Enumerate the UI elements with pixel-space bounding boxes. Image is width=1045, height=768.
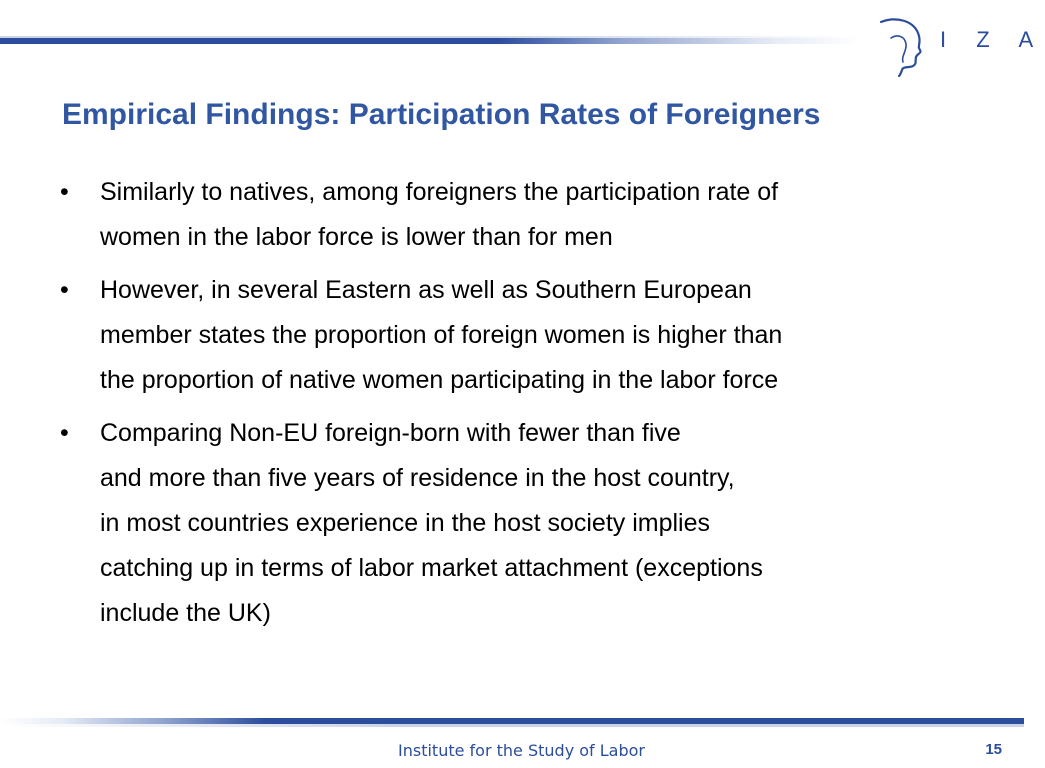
bullet-line: and more than five years of residence in the host country, xyxy=(100,464,735,492)
bullet-marker: • xyxy=(60,419,69,447)
bullet-line: However, in several Eastern as well as Southern European xyxy=(100,276,752,304)
bullet-marker: • xyxy=(60,178,69,206)
bullet-line: in most countries experience in the host society implies xyxy=(100,509,711,537)
header-divider-bar xyxy=(0,36,860,46)
logo-wordmark: I Z A xyxy=(940,27,1045,52)
page-number: 15 xyxy=(985,741,1002,758)
bullet-line: women in the labor force is lower than for men xyxy=(100,223,613,251)
slide-title: Empirical Findings: Participation Rates of Foreigners xyxy=(62,98,821,131)
bullet-item xyxy=(60,268,980,403)
footer-institute-name: Institute for the Study of Labor xyxy=(398,741,645,760)
bullet-line: Comparing Non-EU foreign-born with fewer than five xyxy=(100,419,681,447)
bullet-marker: • xyxy=(60,276,69,304)
bullet-line: catching up in terms of labor market attachment (exceptions xyxy=(100,554,763,582)
bullet-line: the proportion of native women participating in the labor force xyxy=(100,366,779,394)
bullet-line: include the UK) xyxy=(100,599,271,627)
bullet-list xyxy=(60,170,980,644)
bullet-item xyxy=(60,411,980,636)
footer-divider-light xyxy=(0,724,1024,727)
footer-divider-bar xyxy=(0,716,1024,726)
header-divider-dark xyxy=(0,38,860,44)
bullet-item xyxy=(60,170,980,260)
bullet-line: member states the proportion of foreign women is higher than xyxy=(100,321,783,349)
bullet-line: Similarly to natives, among foreigners the participation rate of xyxy=(100,178,779,206)
